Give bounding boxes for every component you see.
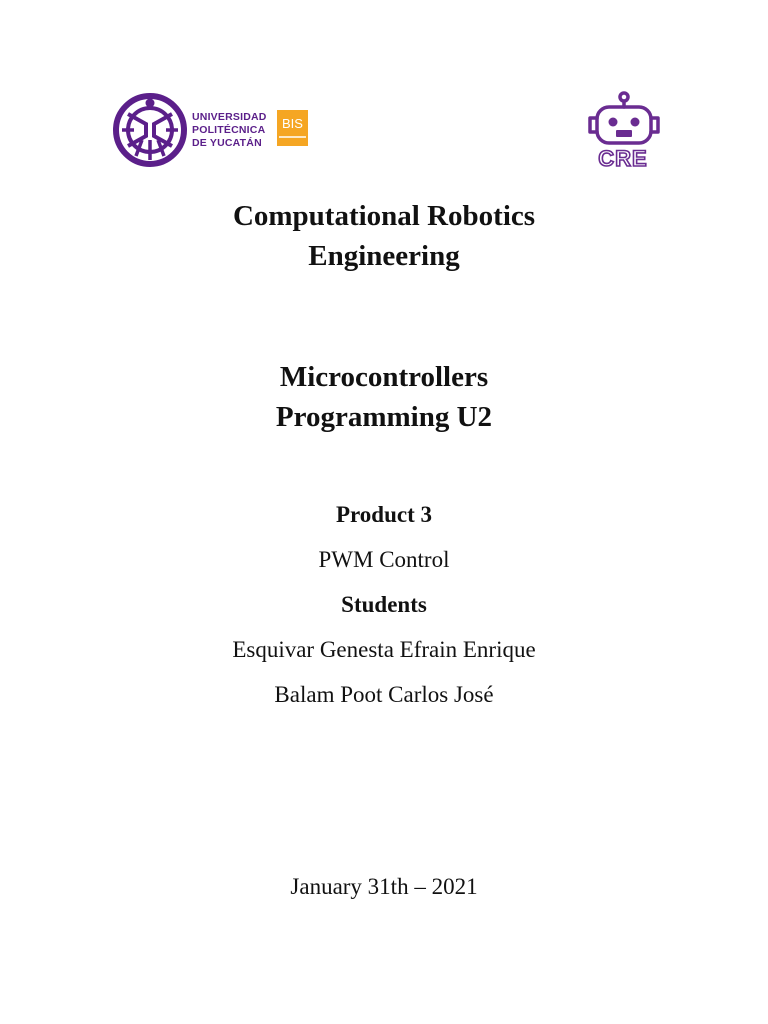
course-title-line: Microcontrollers <box>279 361 489 393</box>
university-name-line: DE YUCATÁN <box>192 137 262 149</box>
university-name-line: UNIVERSIDAD <box>192 111 267 123</box>
student-name: Esquivar Genesta Efrain Enrique <box>232 637 536 662</box>
university-logo <box>112 92 312 172</box>
degree-title <box>0 196 768 276</box>
university-name-line: POLITÉCNICA <box>192 124 266 136</box>
degree-title-line: Engineering <box>308 240 460 272</box>
bis-badge <box>277 110 308 146</box>
bis-badge-underline <box>279 136 306 138</box>
course-title <box>0 357 768 437</box>
university-name <box>192 111 272 150</box>
student-name: Balam Poot Carlos José <box>274 682 494 707</box>
degree-title-line: Computational Robotics <box>232 200 536 232</box>
students-label: Students <box>341 592 427 617</box>
product-label: Product 3 <box>335 502 433 527</box>
cre-wordmark: CRE <box>598 146 648 171</box>
course-title-line: Programming U2 <box>275 401 493 433</box>
bis-badge-label: BIS <box>282 116 303 131</box>
university-seal-icon <box>112 92 188 168</box>
product-title: PWM Control <box>318 547 450 572</box>
cre-robot-logo <box>582 90 664 172</box>
document-date: January 31th – 2021 <box>290 874 478 899</box>
